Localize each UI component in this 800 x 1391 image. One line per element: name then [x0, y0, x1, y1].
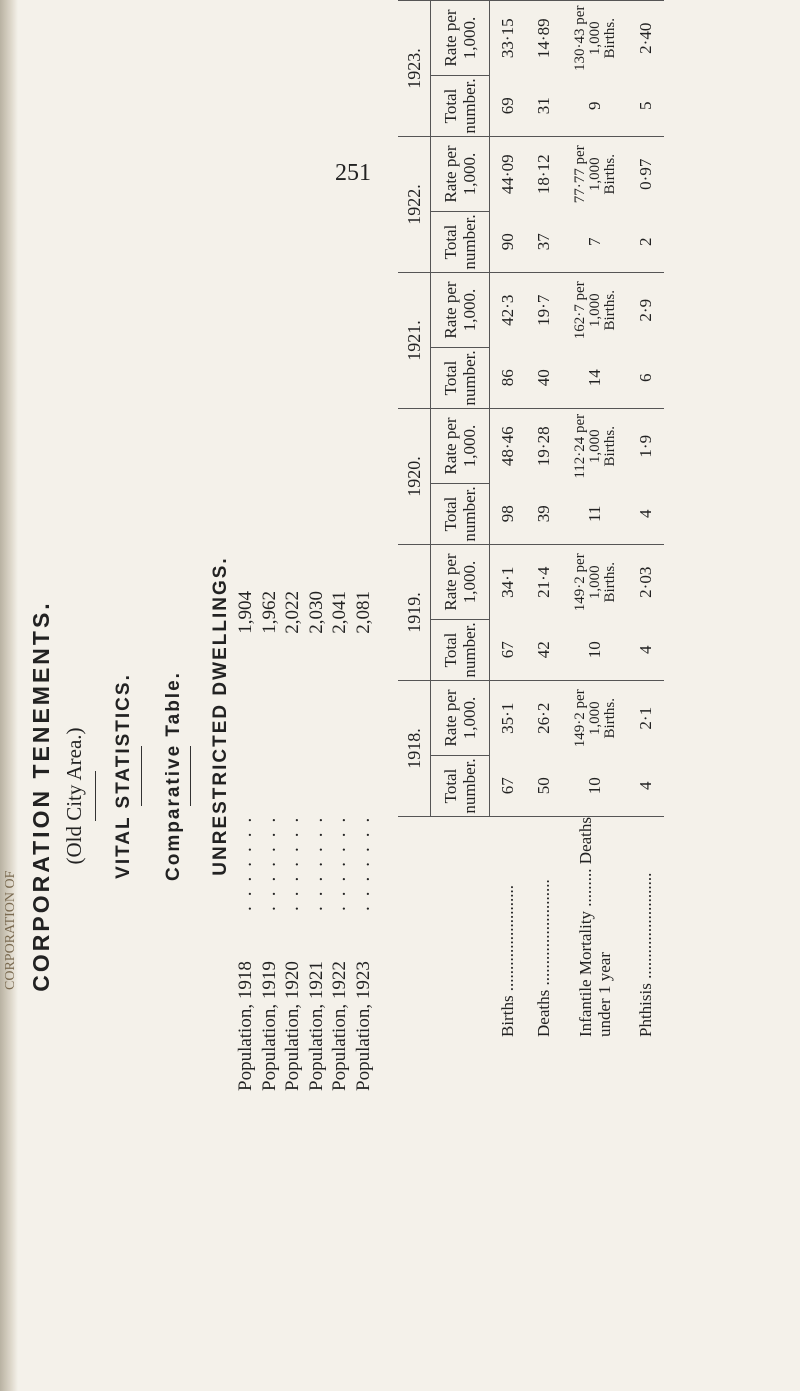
table-cell: 2·9 [628, 273, 664, 348]
section-heading-unrestricted-dwellings: UNRESTRICTED DWELLINGS. [210, 556, 231, 876]
table-cell: 6 [636, 373, 655, 382]
table-cell: 39 [534, 505, 553, 523]
table-cell: 67 [498, 641, 517, 659]
table-cell: 31 [534, 97, 553, 115]
table-cell: 2·03 [628, 545, 664, 620]
column-header-total: Total number. [431, 620, 490, 681]
divider [141, 746, 142, 806]
table-cell: 14·89 [526, 1, 562, 76]
table-cell: 149·2 per 1,000 Births. [562, 681, 628, 756]
table-cell: 34·1 [490, 545, 527, 620]
table-cell: 67 [498, 777, 517, 795]
svg-text:CORPORATION OF: CORPORATION OF [3, 870, 18, 990]
table-cell: 90 [498, 233, 517, 251]
column-header-rate: Rate per 1,000. [431, 409, 490, 484]
year-header: 1920. [398, 409, 431, 545]
table-cell: 2·40 [628, 1, 664, 76]
table-cell: 77·77 per 1,000 Births. [562, 137, 628, 212]
section-heading-comparative-table: Comparative Table. [163, 671, 184, 881]
table-cell: 1·9 [628, 409, 664, 484]
column-header-total: Total number. [431, 756, 490, 817]
population-row: Population, 1918 ....... 1,904 [235, 591, 256, 1091]
page-title: CORPORATION TENEMENTS. [28, 600, 54, 992]
section-heading-vital-statistics: VITAL STATISTICS. [113, 673, 134, 879]
table-cell: 0·97 [628, 137, 664, 212]
year-header: 1922. [398, 137, 431, 273]
table-cell: 19·7 [526, 273, 562, 348]
population-row: Population, 1923 ....... 2,081 [352, 591, 374, 1091]
vital-statistics-table [398, 0, 664, 1041]
table-cell: 4 [636, 509, 655, 518]
table-cell: 2·1 [628, 681, 664, 756]
table-cell: 162·7 per 1,000 Births. [562, 273, 628, 348]
table-cell: 10 [585, 641, 604, 659]
table-cell: 5 [636, 101, 655, 110]
table-cell: 98 [498, 505, 517, 523]
table-cell: 4 [636, 781, 655, 790]
year-header: 1923. [398, 1, 431, 137]
table-cell: 2 [636, 237, 655, 246]
column-header-rate: Rate per 1,000. [431, 545, 490, 620]
table-row-deaths [526, 1, 562, 1042]
year-header: 1918. [398, 681, 431, 817]
table-row-births [490, 1, 527, 1042]
table-cell: 112·24 per 1,000 Births. [562, 409, 628, 484]
column-header-total: Total number. [431, 484, 490, 545]
year-header: 1919. [398, 545, 431, 681]
row-label-header [398, 817, 490, 1042]
population-row: Population, 1920 ....... 2,022 [282, 591, 303, 1091]
column-header-rate: Rate per 1,000. [431, 137, 490, 212]
table-cell: 18·12 [526, 137, 562, 212]
table-cell: 48·46 [490, 409, 527, 484]
table-cell: 44·09 [490, 137, 527, 212]
table-cell: 42·3 [490, 273, 527, 348]
table-cell: 86 [498, 369, 517, 387]
divider [95, 771, 96, 821]
page-number: 251 [335, 160, 371, 186]
table-row-infantile-mortality [562, 1, 628, 1042]
table-cell: 21·4 [526, 545, 562, 620]
table-cell: 149·2 per 1,000 Births. [562, 545, 628, 620]
table-cell: 50 [534, 777, 553, 795]
table-cell: 4 [636, 645, 655, 654]
column-header-rate: Rate per 1,000. [431, 681, 490, 756]
table-cell: 69 [498, 97, 517, 115]
column-header-total: Total number. [431, 212, 490, 273]
population-row: Population, 1922 ....... 2,041 [329, 591, 350, 1091]
column-header-total: Total number. [431, 76, 490, 137]
column-header-total: Total number. [431, 348, 490, 409]
table-cell: 7 [585, 237, 604, 246]
population-row: Population, 1919 ....... 1,962 [258, 591, 280, 1091]
table-cell: 11 [585, 505, 604, 522]
row-label: Births ......................... [490, 817, 527, 1042]
table-cell: 35·1 [490, 681, 527, 756]
column-header-rate: Rate per 1,000. [431, 273, 490, 348]
year-header: 1921. [398, 273, 431, 409]
table-cell: 19·28 [526, 409, 562, 484]
table-cell: 40 [534, 369, 553, 387]
table-row-phthisis [628, 1, 664, 1042]
page-subtitle: (Old City Area.) [62, 727, 86, 865]
column-header-rate: Rate per 1,000. [431, 1, 490, 76]
table-cell: 130·43 per 1,000 Births. [562, 1, 628, 76]
table-cell: 33·15 [490, 1, 527, 76]
population-row: Population, 1921 ....... 2,030 [305, 591, 327, 1091]
table-cell: 37 [534, 233, 553, 251]
divider [190, 746, 191, 806]
table-cell: 9 [585, 101, 604, 110]
row-label: Phthisis ......................... [628, 817, 664, 1042]
row-label: Infantile Mortality ......... Deaths under 1 year [562, 817, 628, 1042]
table-cell: 10 [585, 777, 604, 795]
table-cell: 42 [534, 641, 553, 659]
table-cell: 14 [585, 369, 604, 387]
population-list [234, 541, 375, 1091]
table-cell: 26·2 [526, 681, 562, 756]
row-label: Deaths ......................... [526, 817, 562, 1042]
